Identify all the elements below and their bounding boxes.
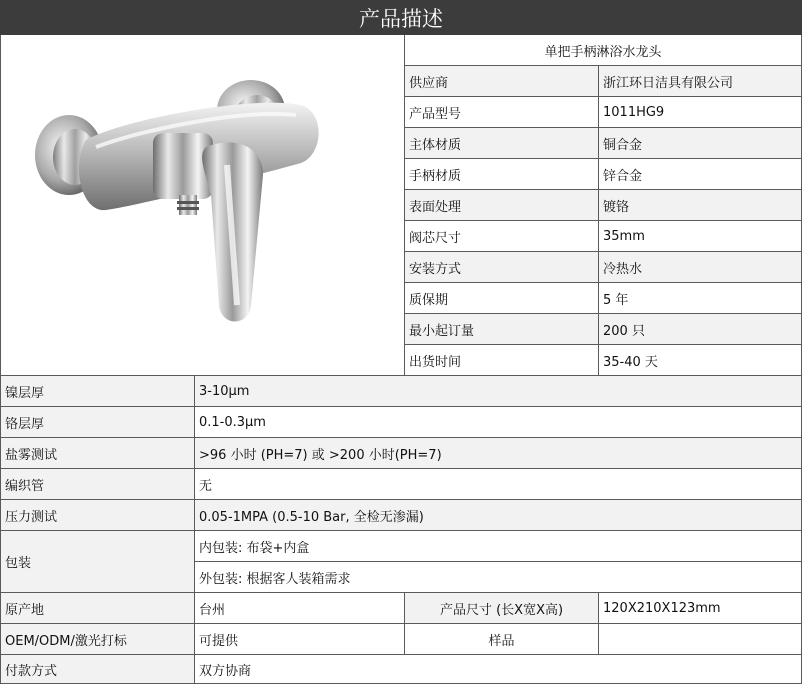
payment-label: 付款方式 (1, 655, 195, 684)
spec-value: 镀铬 (599, 190, 802, 221)
spec-value: 铜合金 (599, 128, 802, 159)
spec-label: 安装方式 (405, 252, 599, 283)
detail-value: >96 小时 (PH=7) 或 >200 小时(PH=7) (195, 438, 802, 469)
spec-label: 手柄材质 (405, 159, 599, 190)
size-value: 120X210X123mm (599, 593, 802, 624)
detail-label: 铬层厚 (1, 407, 195, 438)
detail-value: 3-10μm (195, 376, 802, 407)
spec-value: 浙江环日洁具有限公司 (599, 66, 802, 97)
spec-value: 冷热水 (599, 252, 802, 283)
spec-value: 锌合金 (599, 159, 802, 190)
packing-inner: 内包装: 布袋+内盒 (195, 531, 802, 562)
spec-label: 表面处理 (405, 190, 599, 221)
shower-faucet-photo-icon (1, 35, 404, 375)
spec-label: 出货时间 (405, 345, 599, 376)
detail-value: 0.05-1MPA (0.5-10 Bar, 全检无渗漏) (195, 500, 802, 531)
detail-label: 镍层厚 (1, 376, 195, 407)
sample-label: 样品 (405, 624, 599, 655)
product-image (1, 35, 405, 376)
spec-value: 5 年 (599, 283, 802, 314)
packing-outer: 外包装: 根据客人装箱需求 (195, 562, 802, 593)
origin-label: 原产地 (1, 593, 195, 624)
detail-value: 0.1-0.3μm (195, 407, 802, 438)
spec-label: 最小起订量 (405, 314, 599, 345)
spec-label: 阀芯尺寸 (405, 221, 599, 252)
origin-value: 台州 (195, 593, 405, 624)
spec-label: 质保期 (405, 283, 599, 314)
oem-value: 可提供 (195, 624, 405, 655)
product-name: 单把手柄淋浴水龙头 (405, 35, 802, 66)
size-label: 产品尺寸 (长X宽X高) (405, 593, 599, 624)
payment-value: 双方协商 (195, 655, 802, 684)
spec-value: 200 只 (599, 314, 802, 345)
sample-value (599, 624, 802, 655)
oem-label: OEM/ODM/激光打标 (1, 624, 195, 655)
page-title: 产品描述 (0, 0, 802, 35)
detail-label: 压力测试 (1, 500, 195, 531)
spec-value: 1011HG9 (599, 97, 802, 128)
spec-label: 产品型号 (405, 97, 599, 128)
detail-value: 无 (195, 469, 802, 500)
spec-label: 主体材质 (405, 128, 599, 159)
spec-value: 35-40 天 (599, 345, 802, 376)
detail-label: 盐雾测试 (1, 438, 195, 469)
packing-label: 包装 (1, 531, 195, 593)
spec-label: 供应商 (405, 66, 599, 97)
detail-label: 编织管 (1, 469, 195, 500)
spec-value: 35mm (599, 221, 802, 252)
